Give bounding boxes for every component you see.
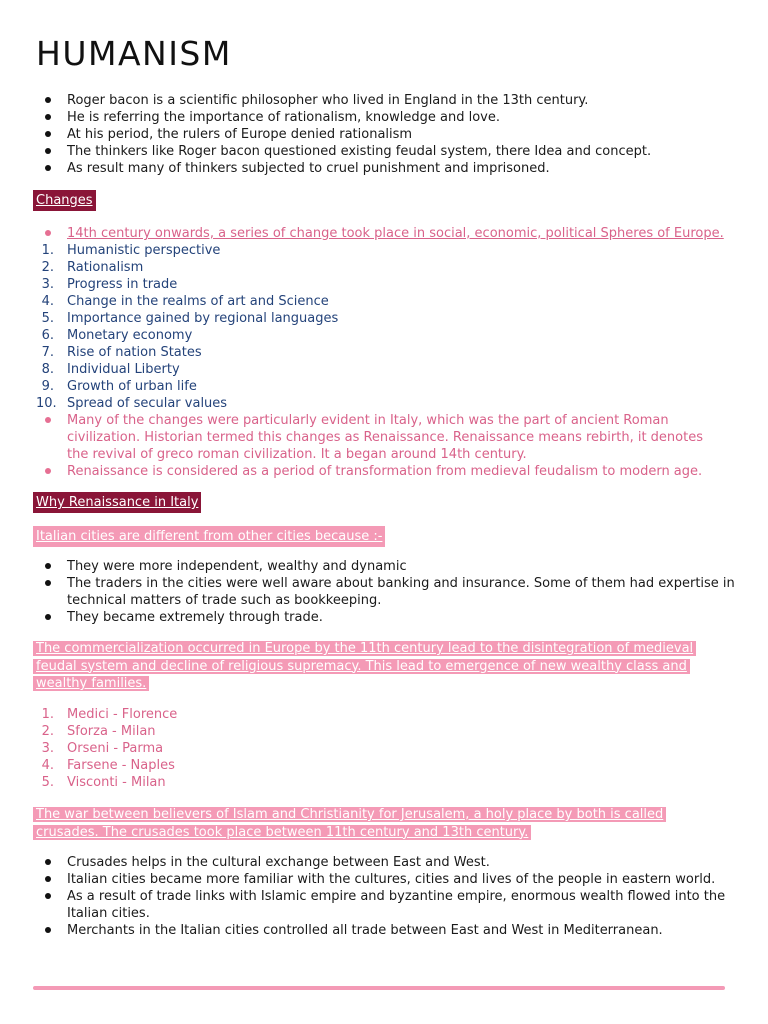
list-item: 5. Importance gained by regional languages [41,311,339,326]
commercialization-note: The commercialization occurred in Europe by the 11th century lead to the disintegration of medieval feudal system and decline of religious supremacy. This lead to emergence of new wealthy class and wealthy families. [33,640,703,693]
list-item: Roger bacon is a scientific philosopher who lived in England in the 13th century. [36,92,736,109]
changes-heading: Changes [33,190,96,211]
crusades-note: The war between believers of Islam and Christianity for Jerusalem, a holy place by both is called crusades. The crusades took place between 11th century and 13th century. [33,806,703,841]
list-item: Renaissance is considered as a period of transformation from medieval feudalism to modern age. [36,463,726,480]
list-item: 6. Monetary economy [41,328,193,343]
list-item: Italian cities became more familiar with the cultures, cities and lives of the people in eastern world. [36,871,736,888]
italian-cities-subheading: Italian cities are different from other cities because :- [33,526,385,547]
list-item: The traders in the cities were well aware about banking and insurance. Some of them had expertise in technical matters of trade such as bookkeeping. [36,575,736,609]
list-item: Merchants in the Italian cities controlled all trade between East and West in Mediterranean. [36,922,736,939]
list-item: 7. Rise of nation States [41,345,202,360]
list-item: 10. Spread of secular values [36,396,228,411]
list-item: At his period, the rulers of Europe denied rationalism [36,126,736,143]
changes-lead [36,225,736,242]
crusade-bullets [36,854,736,939]
list-item: As a result of trade links with Islamic empire and byzantine empire, enormous wealth flowed into the Italian cities. [36,888,736,922]
list-item: 4. Change in the realms of art and Science [41,294,329,309]
list-item: 8. Individual Liberty [41,362,180,377]
list-item: 4. Farsene - Naples [41,758,175,773]
list-item: 2. Sforza - Milan [41,724,156,739]
list-item: 2. Rationalism [41,260,144,275]
list-item: Crusades helps in the cultural exchange between East and West. [36,854,736,871]
list-item: 3. Orseni - Parma [41,741,164,756]
list-item: 14th century onwards, a series of change took place in social, economic, political Spheres of Europe. [36,225,736,242]
list-item: He is referring the importance of rationalism, knowledge and love. [36,109,736,126]
changes-notes [36,412,726,480]
list-item: As result many of thinkers subjected to cruel punishment and imprisoned. [36,160,736,177]
list-item: 9. Growth of urban life [41,379,197,394]
list-item: The thinkers like Roger bacon questioned existing feudal system, there Idea and concept. [36,143,736,160]
bottom-divider [33,986,725,990]
changes-list [36,242,736,412]
list-item: 1. Humanistic perspective [41,243,221,258]
list-item: They were more independent, wealthy and dynamic [36,558,736,575]
families-list [36,706,736,791]
page-title: HUMANISM [36,34,232,73]
italy-bullets [36,558,736,626]
list-item: 3. Progress in trade [41,277,178,292]
list-item: Many of the changes were particularly evident in Italy, which was the part of ancient Roman civilization. Historian termed this changes as Renaissance. Renaissance means rebirth, it denotes the revival of greco roman civilization. It a began around 14th century. [36,412,726,463]
list-item: They became extremely through trade. [36,609,736,626]
list-item: 5. Visconti - Milan [41,775,166,790]
why-italy-heading: Why Renaissance in Italy [33,492,201,513]
intro-bullets [36,92,736,177]
list-item: 1. Medici - Florence [41,707,178,722]
